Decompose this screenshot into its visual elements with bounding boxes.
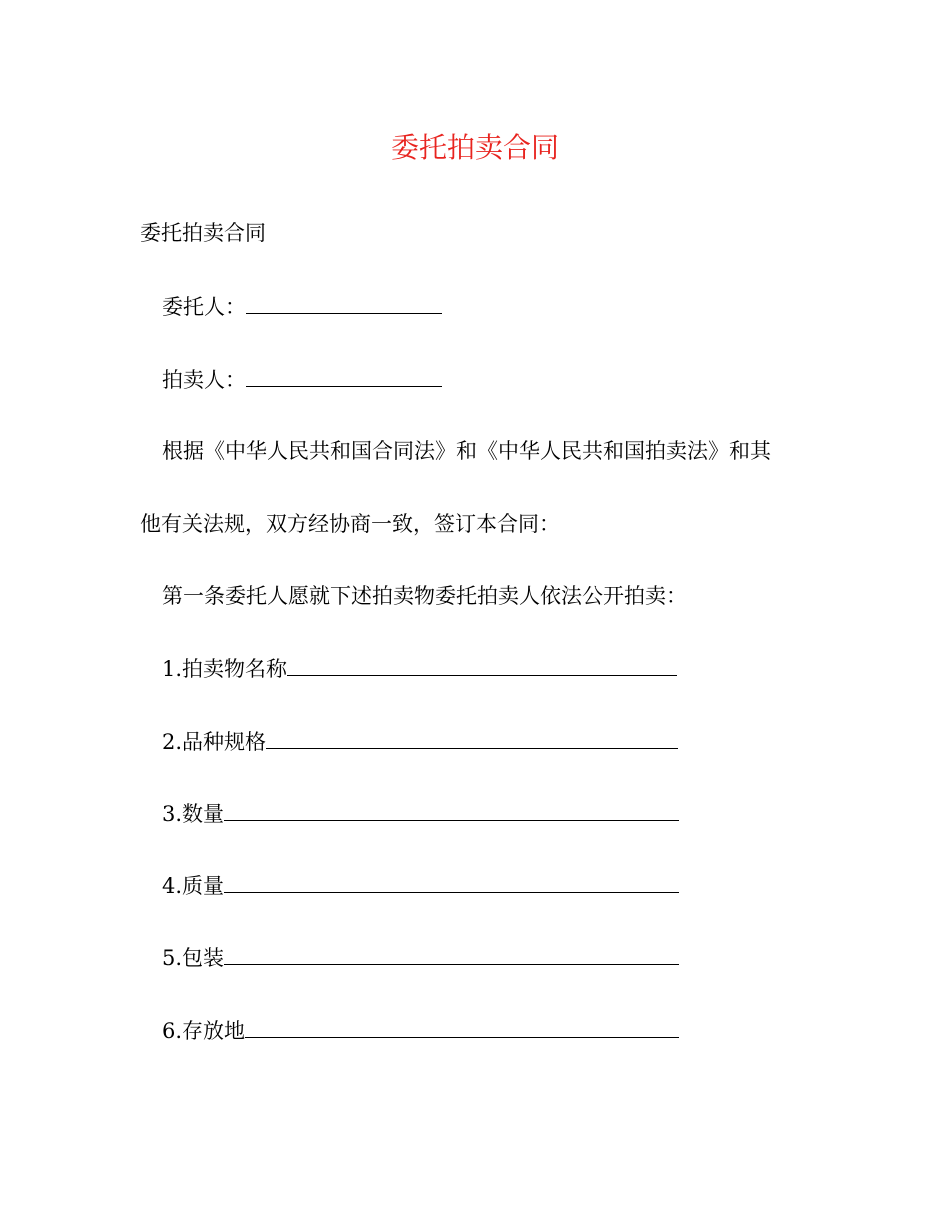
article-1: 第一条委托人愿就下述拍卖物委托拍卖人依法公开拍卖： — [162, 584, 687, 608]
item-packaging-line — [162, 943, 679, 973]
consignor-line — [162, 292, 442, 322]
item-blank — [224, 944, 679, 965]
auctioneer-blank — [246, 366, 442, 387]
consignor-blank — [246, 293, 442, 314]
item-spec-line — [162, 727, 678, 757]
item-location-line — [162, 1016, 679, 1046]
item-blank — [224, 800, 679, 821]
consignor-label: 委托人： — [162, 295, 246, 319]
item-label: 3.数量 — [162, 802, 225, 826]
item-quality-line — [162, 871, 679, 901]
auctioneer-label: 拍卖人： — [162, 368, 246, 392]
item-label: 1.拍卖物名称 — [162, 657, 288, 681]
basis-paragraph-line1: 根据《中华人民共和国合同法》和《中华人民共和国拍卖法》和其 — [162, 439, 771, 463]
document-subtitle: 委托拍卖合同 — [140, 221, 266, 245]
item-label: 5.包装 — [162, 946, 225, 970]
item-label: 6.存放地 — [162, 1019, 246, 1043]
item-label: 2.品种规格 — [162, 730, 267, 754]
basis-paragraph-line2: 他有关法规，双方经协商一致，签订本合同： — [140, 512, 560, 536]
auctioneer-line — [162, 365, 442, 395]
item-label: 4.质量 — [162, 874, 225, 898]
item-quantity-line — [162, 799, 679, 829]
item-blank — [287, 655, 677, 676]
document-title: 委托拍卖合同 — [390, 131, 559, 164]
item-name-line — [162, 654, 677, 684]
item-blank — [266, 728, 678, 749]
item-blank — [224, 872, 679, 893]
item-blank — [245, 1017, 679, 1038]
